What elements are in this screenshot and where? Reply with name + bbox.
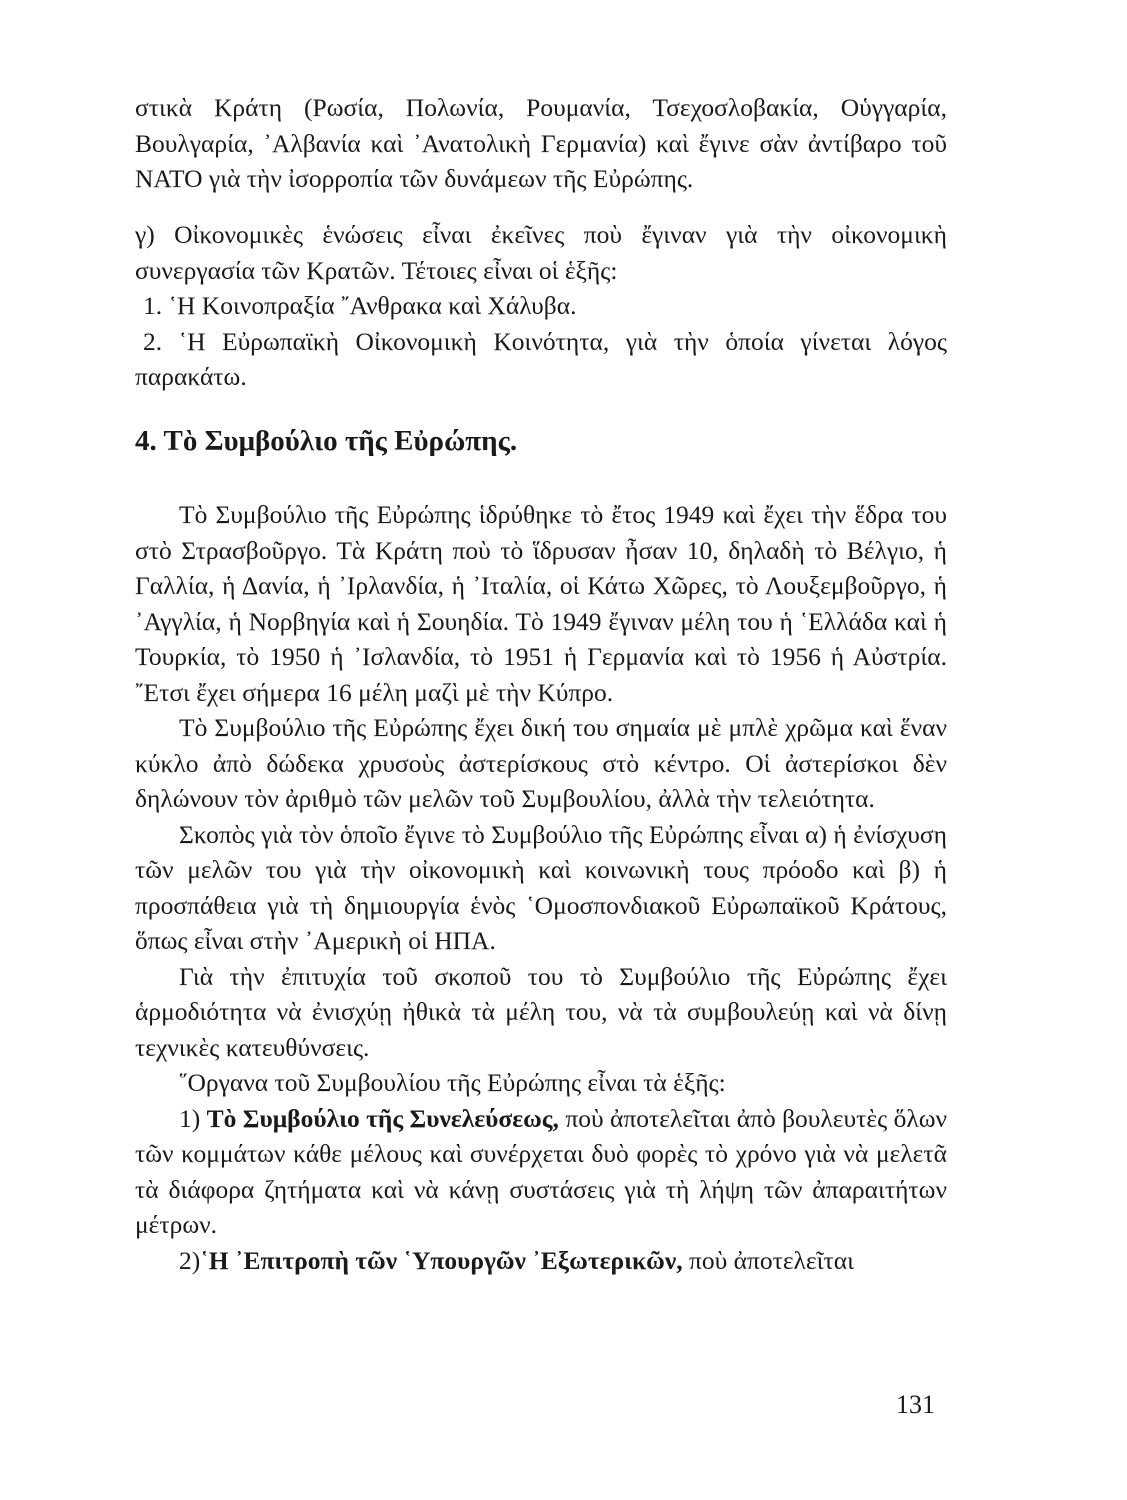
body-paragraph: Γιὰ τὴν ἐπιτυχία τοῦ σκοποῦ του τὸ Συμβούλιο τῆς Εὐρώπης ἔχει ἁρμοδιότητα νὰ ἐνισχύῃ ἠθικὰ τὰ μέλη του, νὰ τὰ συμβουλεύῃ καὶ νὰ δίνῃ τεχνικὲς κατευθύνσεις. xyxy=(135,961,947,1062)
organ-title: Τὸ Συμβούλιο τῆς Συνελεύσεως, xyxy=(206,1103,559,1133)
economic-unions-block xyxy=(135,217,947,395)
body-paragraph: Σκοπὸς γιὰ τὸν ὁποῖο ἔγινε τὸ Συμβούλιο τῆς Εὐρώπης εἶναι α) ἡ ἐνίσχυση τῶν μελῶν του γιὰ τὴν οἰκονομικὴ καὶ κοινωνικὴ τους πρόοδο καὶ β) ἡ προσπάθεια γιὰ τὴ δημιουργία ἑνὸς ῾Ομοσπονδιακοῦ Εὐρωπαϊκοῦ Κράτους, ὅπως εἶναι στὴν ᾿Αμερικὴ οἱ ΗΠΑ. xyxy=(135,819,947,955)
section-heading: 4. Τὸ Συμβούλιο τῆς Εὐρώπης. xyxy=(135,425,518,457)
body-paragraph: Τὸ Συμβούλιο τῆς Εὐρώπης ἔχει δική του σημαία μὲ μπλὲ χρῶμα καὶ ἕναν κύκλο ἀπὸ δώδεκα χρυσοὺς ἀστερίσκους στὸ κέντρο. Οἱ ἀστερίσκοι δὲν δηλώνουν τὸν ἀριθμὸ τῶν μελῶν τοῦ Συμβουλίου, ἀλλὰ τὴν τελειότητα. xyxy=(135,713,947,813)
body-paragraph: Τὸ Συμβούλιο τῆς Εὐρώπης ἱδρύθηκε τὸ ἔτος 1949 καὶ ἔχει τὴν ἕδρα του στὸ Στρασβοῦργο. Τὰ Κράτη ποὺ τὸ ἵδρυσαν ἦσαν 10, δηλαδὴ τὸ Βέλγιο, ἡ Γαλλία, ἡ Δανία, ἡ ᾿Ιρλανδία, ἡ ᾿Ιταλία, οἱ Κάτω Χῶρες, τὸ Λουξεμβοῦργο, ἡ ᾿Αγγλία, ἡ Νορβηγία καὶ ἡ Σουηδία. Τὸ 1949 ἔγιναν μέλη του ἡ ῾Ελλάδα καὶ ἡ Τουρκία, τὸ 1950 ἡ ᾿Ισλανδία, τὸ 1951 ἡ Γερμανία καὶ τὸ 1956 ἡ Αὐστρία. ῎Ετσι ἔχει σήμερα 16 μέλη μαζὶ μὲ τὴν Κύπρο. xyxy=(135,500,947,707)
economic-list-item: 2. ῾Η Εὐρωπαϊκὴ Οἰκονομικὴ Κοινότητα, γιὰ τὴν ὁποία γίνεται λόγος παρακάτω. xyxy=(135,326,947,391)
organ-item xyxy=(135,1101,947,1243)
organ-number: 1) xyxy=(179,1103,207,1133)
organ-item xyxy=(135,1243,947,1279)
intro-block xyxy=(135,90,947,197)
intro-paragraph: στικὰ Κράτη (Ρωσία, Πολωνία, Ρουμανία, Τσεχοσλοβακία, Οὑγγαρία, Βουλγαρία, ᾿Αλβανία καὶ ᾿Ανατολικὴ Γερμανία) καὶ ἔγινε σὰν ἀντίβαρο τοῦ ΝΑΤΟ γιὰ τὴν ἰσορροπία τῶν δυνάμεων τῆς Εὐρώπης. xyxy=(135,93,947,193)
economic-unions-paragraph: γ) Οἰκονομικὲς ἑνώσεις εἶναι ἐκεῖνες ποὺ ἔγιναν γιὰ τὴν οἰκονομικὴ συνεργασία τῶν Κρατῶν. Τέτοιες εἶναι οἱ ἑξῆς: xyxy=(135,220,947,285)
economic-list-item: 1. ῾Η Κοινοπραξία ῎Ανθρακα καὶ Χάλυβα. xyxy=(143,291,577,320)
organ-description: ποὺ ἀποτελεῖται xyxy=(682,1245,854,1275)
body-paragraph: ῞Οργανα τοῦ Συμβουλίου τῆς Εὐρώπης εἶναι τὰ ἑξῆς: xyxy=(179,1068,726,1097)
organ-description: ποὺ ἀποτελεῖται ἀπὸ βουλευτὲς ὅλων τῶν κομμάτων κάθε μέλους καὶ συνέρχεται δυὸ φορὲς τὸ χρόνο γιὰ νὰ μελετᾶ τὰ διάφορα ζητήματα καὶ νὰ κάνῃ συστάσεις γιὰ τὴ λήψη τῶν ἀπαραιτήτων μέτρων. xyxy=(135,1103,948,1239)
page-number: 131 xyxy=(896,1390,935,1419)
organ-number: 2) xyxy=(179,1245,201,1275)
organ-title: ῾Η ᾿Επιτροπὴ τῶν ῾Υπουργῶν ᾿Εξωτερικῶν, xyxy=(200,1245,683,1275)
section-body xyxy=(135,497,947,1278)
